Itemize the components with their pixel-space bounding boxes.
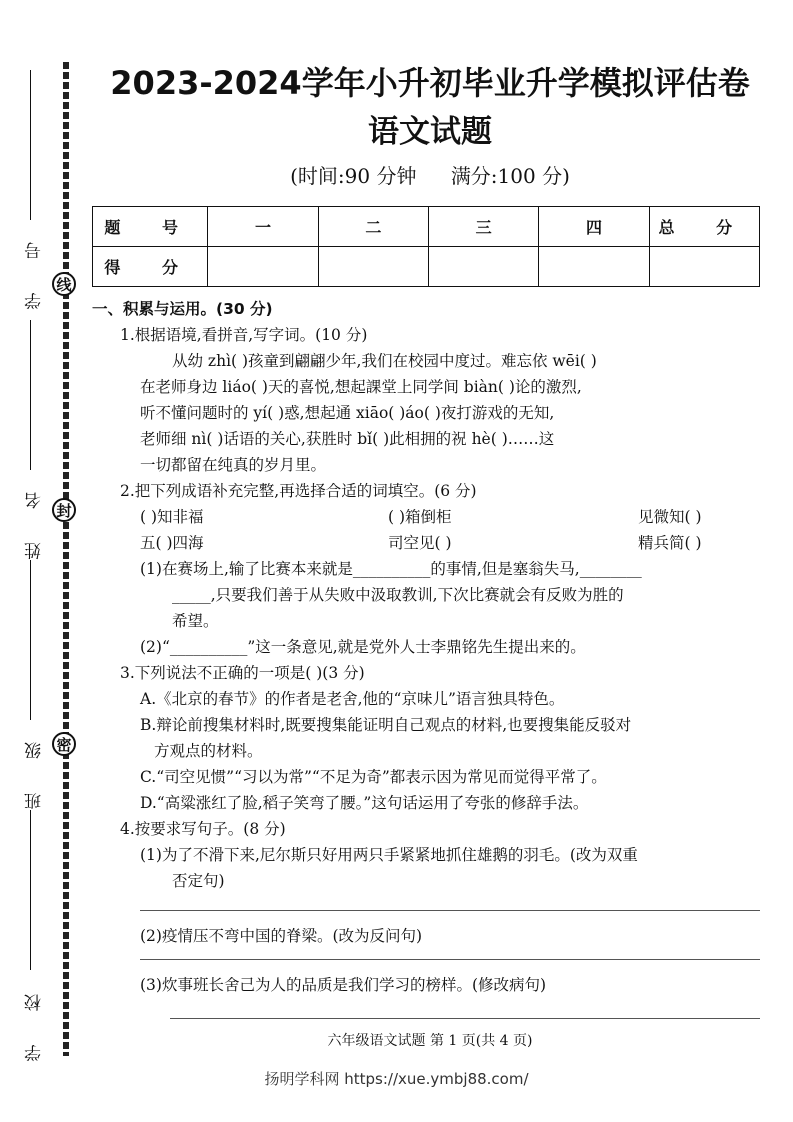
- idiom-item: ( )知非福: [140, 508, 204, 526]
- time-info: (时间:90 分钟: [290, 164, 417, 188]
- question-stem: 4.按要求写句子。(8 分): [120, 820, 286, 838]
- question-text-line: 听不懂问题时的 yí( )惑,想起通 xiāo( )áo( )夜打游戏的无知,: [140, 404, 555, 422]
- question-stem: 3.下列说法不正确的一项是( )(3 分): [120, 664, 365, 682]
- question-text-line: _____,只要我们善于从失败中汲取教训,下次比赛就会有反败为胜的: [172, 586, 624, 604]
- option-b-continued: 方观点的材料。: [154, 742, 263, 760]
- score-entry-cell[interactable]: [429, 247, 539, 287]
- question-text-line: (2)疫情压不弯中国的脊梁。(改为反问句): [140, 927, 423, 945]
- score-info: 满分:100 分): [450, 164, 570, 188]
- binding-dashed-line: [63, 62, 69, 1056]
- binding-mark-feng: 封: [52, 498, 76, 522]
- score-entry-cell[interactable]: [539, 247, 649, 287]
- question-text-line: (1)在赛场上,输了比赛本来就是__________的事情,但是塞翁失马,________: [140, 560, 642, 578]
- idiom-item: ( )箱倒柜: [388, 508, 452, 526]
- question-text-line: 一切都留在纯真的岁月里。: [140, 456, 327, 474]
- school-rule: [30, 810, 31, 970]
- student-id-label: 学 号: [25, 228, 45, 310]
- idiom-item: 见微知( ): [638, 508, 702, 526]
- idiom-item: 精兵简( ): [638, 534, 702, 552]
- school-label: 学 校: [25, 980, 45, 1062]
- answer-line[interactable]: [140, 910, 760, 911]
- score-entry-cell[interactable]: [649, 247, 759, 287]
- question-text-line: 从幼 zhì( )孩童到翩翩少年,我们在校园中度过。难忘依 wēi( ): [172, 352, 597, 370]
- question-text-line: (3)炊事班长舍己为人的品质是我们学习的榜样。(修改病句): [140, 976, 547, 994]
- class-label: 班 级: [25, 728, 45, 810]
- score-table-cell: 一: [208, 207, 318, 247]
- score-entry-cell[interactable]: [208, 247, 318, 287]
- idiom-row: [92, 530, 760, 556]
- score-table: [92, 206, 760, 287]
- option-d: D.“高粱涨红了脸,稻子笑弯了腰。”这句话运用了夸张的修辞手法。: [140, 794, 589, 812]
- option-a: A.《北京的春节》的作者是老舍,他的“京味儿”语言独具特色。: [140, 690, 565, 708]
- score-table-cell: 四: [539, 207, 649, 247]
- score-table-cell: 题 号: [93, 207, 208, 247]
- question-stem: 1.根据语境,看拼音,写字词。(10 分): [120, 326, 368, 344]
- idiom-item: 五( )四海: [140, 534, 204, 552]
- score-table-cell: 得 分: [93, 247, 208, 287]
- answer-line[interactable]: [170, 1018, 760, 1019]
- exam-info: [80, 160, 780, 189]
- answer-line[interactable]: [140, 959, 760, 960]
- question-text-line: 否定句): [172, 872, 225, 890]
- binding-mark-mi: 密: [52, 732, 76, 756]
- question-text-line: 希望。: [172, 612, 219, 630]
- question-stem: 2.把下列成语补充完整,再选择合适的词填空。(6 分): [120, 482, 477, 500]
- section-heading: 一、积累与运用。(30 分): [92, 300, 273, 318]
- score-table-cell: 总 分: [649, 207, 759, 247]
- idiom-row: [92, 504, 760, 530]
- score-table-score-row: [93, 247, 760, 287]
- score-table-cell: 三: [429, 207, 539, 247]
- score-entry-cell[interactable]: [318, 247, 428, 287]
- page-subtitle: 语文试题: [368, 114, 492, 150]
- site-watermark: 扬明学科网 https://xue.ymbj88.com/: [264, 1070, 529, 1088]
- question-text-line: 在老师身边 liáo( )天的喜悦,想起課堂上同学间 biàn( )论的激烈,: [140, 378, 582, 396]
- option-b: B.辩论前搜集材料时,既要搜集能证明自己观点的材料,也要搜集能反驳对: [140, 716, 632, 734]
- idiom-item: 司空见( ): [388, 534, 452, 552]
- score-table-header-row: [93, 207, 760, 247]
- class-rule: [30, 560, 31, 720]
- exam-content: [92, 296, 760, 998]
- name-rule: [30, 320, 31, 470]
- question-text-line: (2)“__________”这一条意见,就是党外人士李鼎铭先生提出来的。: [140, 638, 586, 656]
- question-text-line: (1)为了不滑下来,尼尔斯只好用两只手紧紧地抓住雄鹅的羽毛。(改为双重: [140, 846, 638, 864]
- page-title: 2023-2024学年小升初毕业升学模拟评估卷: [110, 64, 750, 102]
- question-text-line: 老师细 nì( )话语的关心,获胜时 bǐ( )此相拥的祝 hè( )……这: [140, 430, 555, 448]
- student-id-rule: [30, 70, 31, 220]
- binding-mark-xian: 线: [52, 272, 76, 296]
- page-footer: 六年级语文试题 第 1 页(共 4 页): [327, 1033, 533, 1049]
- option-c: C.“司空见惯”“习以为常”“不足为奇”都表示因为常见而觉得平常了。: [140, 768, 607, 786]
- name-label: 姓 名: [25, 478, 45, 560]
- score-table-cell: 二: [318, 207, 428, 247]
